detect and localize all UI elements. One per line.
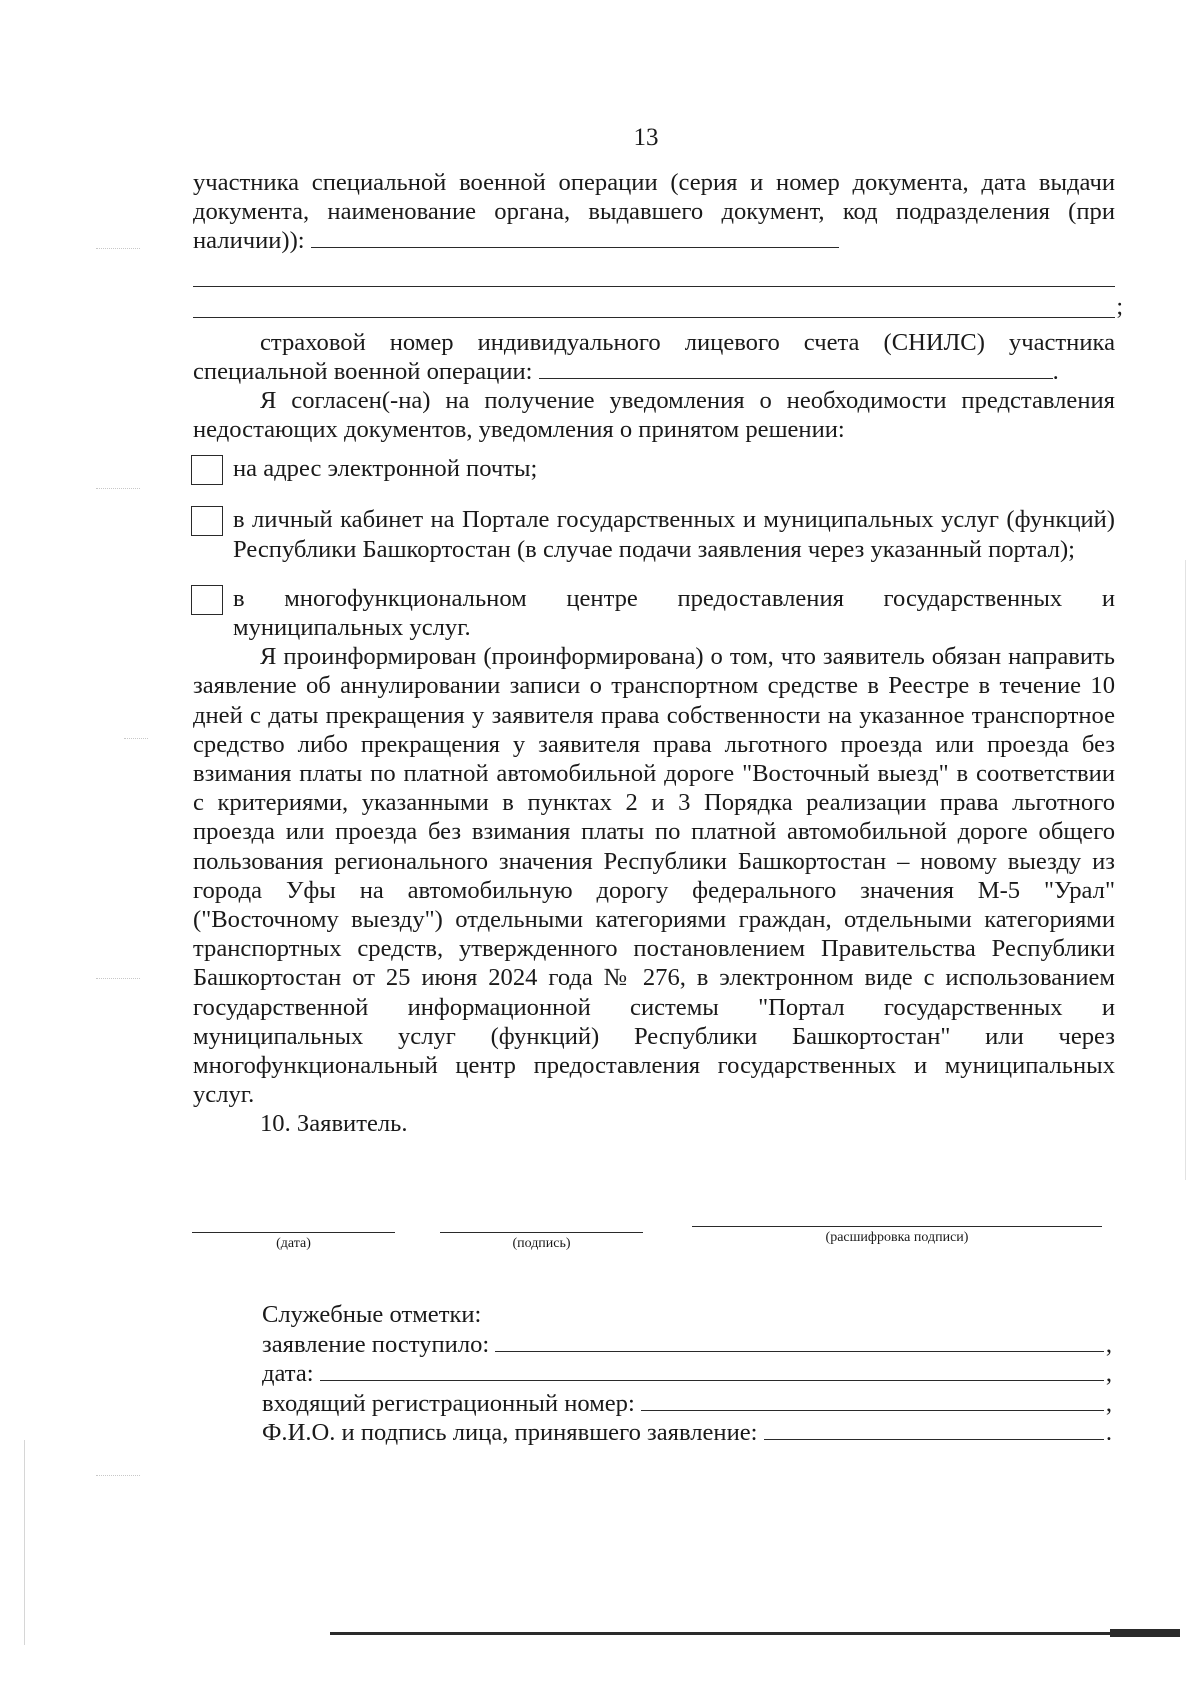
applicant-heading: 10. Заявитель.: [260, 1110, 408, 1138]
official-row-received: [262, 1330, 1112, 1360]
informed-paragraph: Я проинформирован (проинформирована) о том, что заявитель обязан направить заявление об аннулировании записи о транспортном средстве в Реестре в течение 10 дней с даты прекращения у заявителя права собственности на указанное транспортное средство либо прекращения у заявителя права льготного проезда или проезда без взимания платы по платной автомобильной дороге "Восточный выезд" в соответствии с критериями, указанными в пунктах 2 и 3 Порядка реализации права льготного проезда или проезда без взимания платы по платной автомобильной дороге общего пользования регионального значения Республики Башкортостан – новому выезду из города Уфы на автомобильную дорогу федерального значения М-5 "Урал" ("Восточному выезду") отдельными категориями граждан, отдельными категориями транспортных средств, утвержденного постановлением Правительства Республики Башкортостан от 25 июня 2024 года № 276, в электронном виде с использованием государственной информационной системы "Портал государственных и муниципальных услуг (функций) Республики Башкортостан" или через многофункциональный центр предоставления государственных и муниципальных услуг.: [193, 643, 1115, 1109]
bottom-rule-end: [1110, 1629, 1180, 1637]
checkbox-portal[interactable]: [191, 506, 223, 536]
id-document-field-line-1[interactable]: [311, 227, 839, 248]
official-marks-heading-row: [262, 1300, 1112, 1330]
scan-artifact: [96, 978, 140, 983]
official-row-date-label: дата:: [262, 1360, 314, 1388]
snils-paragraph: [193, 328, 1115, 386]
scan-artifact: [124, 738, 148, 743]
applicant-signature-field[interactable]: [440, 1232, 643, 1253]
consent-option-portal[interactable]: [193, 505, 1115, 563]
applicant-date-caption: (дата): [276, 1236, 311, 1251]
applicant-signature-row: [0, 1232, 1200, 1272]
bottom-rule: [330, 1632, 1180, 1635]
id-document-paragraph: [193, 168, 1115, 256]
official-row-receiver-label: Ф.И.О. и подпись лица, принявшего заявление:: [262, 1419, 758, 1447]
applicant-date-field[interactable]: [192, 1232, 395, 1253]
consent-intro: Я согласен(-на) на получение уведомления о необходимости представления недостающих документов, уведомления о принятом решении:: [193, 387, 1115, 444]
consent-option-mfc-label: в многофункциональном центре предоставления государственных и муниципальных услуг.: [233, 584, 1115, 642]
official-row-reg-number-field[interactable]: [641, 1390, 1104, 1411]
consent-option-email-label: на адрес электронной почты;: [233, 455, 538, 483]
consent-option-email[interactable]: [193, 454, 1115, 485]
official-row-received-label: заявление поступило:: [262, 1330, 490, 1358]
official-row-receiver: [262, 1418, 1112, 1448]
checkbox-email[interactable]: [191, 455, 223, 485]
official-row-receiver-end: .: [1105, 1419, 1112, 1447]
consent-option-mfc[interactable]: [193, 584, 1115, 642]
scan-edge-left: [24, 1440, 25, 1645]
official-row-received-field[interactable]: [495, 1331, 1104, 1352]
official-marks: [262, 1300, 1112, 1448]
checkbox-mfc[interactable]: [191, 585, 223, 615]
page-number: 13: [633, 124, 659, 151]
official-row-reg-number-end: ,: [1105, 1389, 1112, 1417]
official-row-date-field[interactable]: [320, 1360, 1104, 1381]
form-body: [193, 168, 1123, 1139]
scan-edge-right: [1185, 560, 1186, 1180]
scan-artifact: [96, 1475, 140, 1480]
scan-artifact: [96, 248, 140, 253]
scan-artifact: [96, 488, 140, 493]
id-document-field-line-2[interactable]: [193, 256, 1115, 287]
official-row-date-end: ,: [1105, 1360, 1112, 1388]
applicant-signature-decode-field[interactable]: [692, 1226, 1102, 1247]
id-document-end-mark: ;: [1116, 294, 1123, 321]
official-marks-heading: Служебные отметки:: [262, 1301, 482, 1328]
consent-option-portal-label: в личный кабинет на Портале государственных и муниципальных услуг (функций) Республики Башкортостан (в случае подачи заявления через указанный портал);: [233, 506, 1115, 563]
id-document-field-line-3[interactable]: [193, 287, 1123, 321]
official-row-date: [262, 1359, 1112, 1389]
snils-field-line[interactable]: [539, 358, 1053, 379]
official-row-reg-number-label: входящий регистрационный номер:: [262, 1389, 635, 1417]
applicant-signature-decode-caption: (расшифровка подписи): [825, 1230, 969, 1245]
official-row-receiver-field[interactable]: [764, 1419, 1104, 1440]
id-document-label: участника специальной военной операции (серия и номер документа, дата выдачи документа, наименование органа, выдавшего документ, код подразделения (при наличии)):: [193, 169, 1115, 255]
official-row-received-end: ,: [1105, 1330, 1112, 1358]
snils-label: страховой номер индивидуального лицевого счета (СНИЛС) участника специальной военной операции:: [193, 328, 1115, 385]
snils-end-mark: .: [1052, 357, 1059, 385]
official-row-reg-number: [262, 1389, 1112, 1419]
applicant-signature-caption: (подпись): [512, 1236, 571, 1251]
